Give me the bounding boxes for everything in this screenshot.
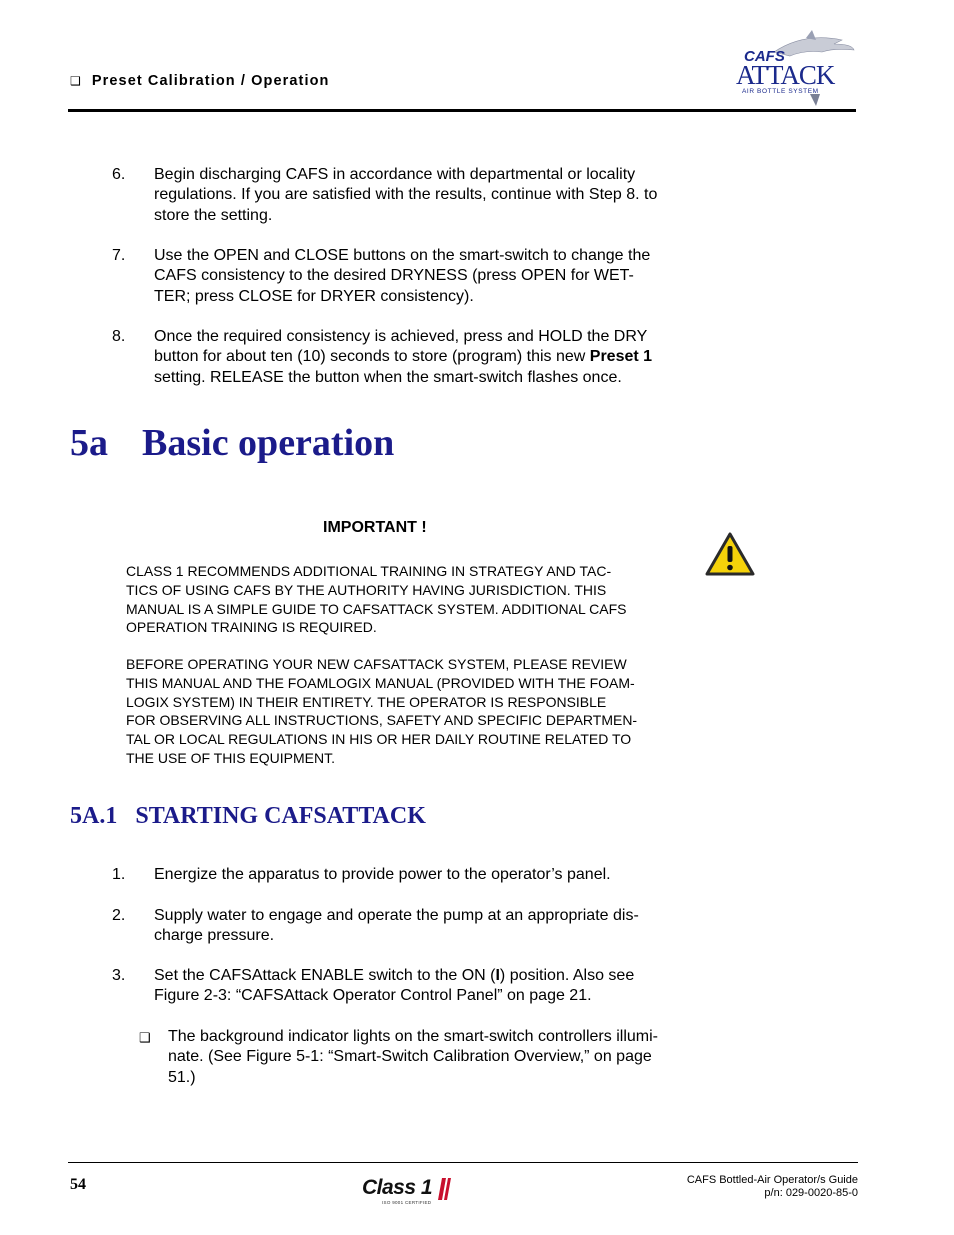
step-number: 2. bbox=[112, 907, 126, 924]
text-line: 51.) bbox=[168, 1068, 196, 1086]
important-paragraph bbox=[126, 655, 701, 768]
step-text bbox=[154, 865, 699, 885]
step-text bbox=[154, 246, 699, 307]
page-number: 54 bbox=[70, 1176, 86, 1193]
text-line bbox=[154, 347, 699, 367]
text-line: THE USE OF THIS EQUIPMENT. bbox=[126, 749, 335, 766]
important-title: IMPORTANT ! bbox=[323, 519, 427, 536]
section-title: Preset Calibration / Operation bbox=[91, 73, 330, 89]
step-number: 7. bbox=[112, 247, 126, 264]
step-number: 8. bbox=[112, 328, 126, 345]
step-text bbox=[154, 906, 699, 947]
step-text bbox=[154, 165, 699, 226]
part-number: p/n: 029-0020-85-0 bbox=[764, 1187, 858, 1199]
text-line: store the setting. bbox=[154, 206, 273, 224]
text-line: Begin discharging CAFS in accordance with departmental or locality bbox=[154, 166, 636, 183]
text-line: setting. RELEASE the button when the smart-switch flashes once. bbox=[154, 368, 622, 386]
step-number: 6. bbox=[112, 166, 126, 183]
warning-triangle-icon bbox=[704, 531, 756, 577]
heading-number: 5a bbox=[70, 422, 108, 464]
text-line: OPERATION TRAINING IS REQUIRED. bbox=[126, 619, 377, 636]
text-line: Figure 2-3: “CAFSAttack Operator Control Panel” on page 21. bbox=[154, 987, 592, 1005]
class1-tagline: ISO 9001 CERTIFIED bbox=[382, 1200, 432, 1205]
footer-doc-info bbox=[640, 1174, 858, 1200]
text-line: MANUAL IS A SIMPLE GUIDE TO CAFSATTACK SYSTEM. ADDITIONAL CAFS bbox=[126, 600, 627, 617]
text-line: Use the OPEN and CLOSE buttons on the smart-switch to change the bbox=[154, 247, 651, 264]
text-line: Supply water to engage and operate the pump at an appropriate dis- bbox=[154, 907, 639, 924]
logo-attack: ATTACK bbox=[736, 60, 835, 90]
heading-number: 5A.1 bbox=[70, 803, 118, 829]
logo-tagline: AIR BOTTLE SYSTEM bbox=[742, 88, 819, 95]
class1-wordmark: Class 1 bbox=[362, 1176, 433, 1199]
checkbox-bullet: ❑ bbox=[139, 1030, 151, 1045]
text-line: TICS OF USING CAFS BY THE AUTHORITY HAVING JURISDICTION. THIS bbox=[126, 581, 607, 598]
step-number: 1. bbox=[112, 866, 126, 883]
header-rule bbox=[68, 109, 856, 112]
text-run: Set the CAFSAttack ENABLE switch to the ON ( bbox=[154, 967, 496, 984]
text-line: Energize the apparatus to provide power to the operator’s panel. bbox=[154, 866, 611, 883]
text-run: ) position. Also see bbox=[499, 967, 635, 984]
text-line: TER; press CLOSE for DRYER consistency). bbox=[154, 287, 474, 305]
preset-label: Preset 1 bbox=[589, 348, 653, 366]
text-line: CLASS 1 RECOMMENDS ADDITIONAL TRAINING IN STRATEGY AND TAC- bbox=[126, 563, 612, 579]
cafs-attack-logo bbox=[734, 30, 856, 108]
heading-title: STARTING CAFSATTACK bbox=[135, 803, 426, 829]
text-line: THIS MANUAL AND THE FOAMLOGIX MANUAL (PROVIDED WITH THE FOAM- bbox=[126, 674, 635, 691]
step-text bbox=[154, 327, 699, 388]
step-number: 3. bbox=[112, 967, 126, 984]
logo-cafs: CAFS bbox=[744, 48, 785, 65]
heading-title: Basic operation bbox=[142, 422, 395, 464]
doc-title: CAFS Bottled-Air Operator/s Guide bbox=[686, 1174, 858, 1186]
section-bullet: ❑ bbox=[70, 74, 82, 88]
text-line: Once the required consistency is achieved, press and HOLD the DRY bbox=[154, 328, 648, 345]
class1-stripes-icon bbox=[438, 1178, 452, 1202]
text-line: FOR OBSERVING ALL INSTRUCTIONS, SAFETY AND SPECIFIC DEPARTMEN- bbox=[126, 712, 638, 729]
text-line: charge pressure. bbox=[154, 927, 275, 945]
on-symbol: I bbox=[495, 967, 500, 984]
text-line: nate. (See Figure 5-1: “Smart-Switch Calibration Overview,” on page bbox=[168, 1048, 652, 1066]
text-line: The background indicator lights on the smart-switch controllers illumi- bbox=[168, 1028, 658, 1045]
text-line: regulations. If you are satisfied with the results, continue with Step 8. to bbox=[154, 186, 658, 204]
subsection-heading bbox=[70, 803, 426, 830]
text-line bbox=[154, 966, 699, 986]
text-line: CAFS consistency to the desired DRYNESS (press OPEN for WET- bbox=[154, 267, 634, 285]
text-line: LOGIX SYSTEM) IN THEIR ENTIRETY. THE OPERATOR IS RESPONSIBLE bbox=[126, 693, 607, 710]
footer-rule bbox=[68, 1162, 858, 1163]
class1-logo bbox=[362, 1176, 452, 1208]
bullet-text bbox=[168, 1027, 698, 1088]
text-run: button for about ten (10) seconds to store (program) this new bbox=[154, 348, 590, 366]
important-paragraph bbox=[126, 562, 701, 637]
text-line: BEFORE OPERATING YOUR NEW CAFSATTACK SYSTEM, PLEASE REVIEW bbox=[126, 656, 627, 672]
section-heading bbox=[70, 421, 394, 465]
text-line: TAL OR LOCAL REGULATIONS IN HIS OR HER DAILY ROUTINE RELATED TO bbox=[126, 731, 632, 748]
section-header bbox=[70, 73, 330, 89]
step-text bbox=[154, 966, 699, 1007]
